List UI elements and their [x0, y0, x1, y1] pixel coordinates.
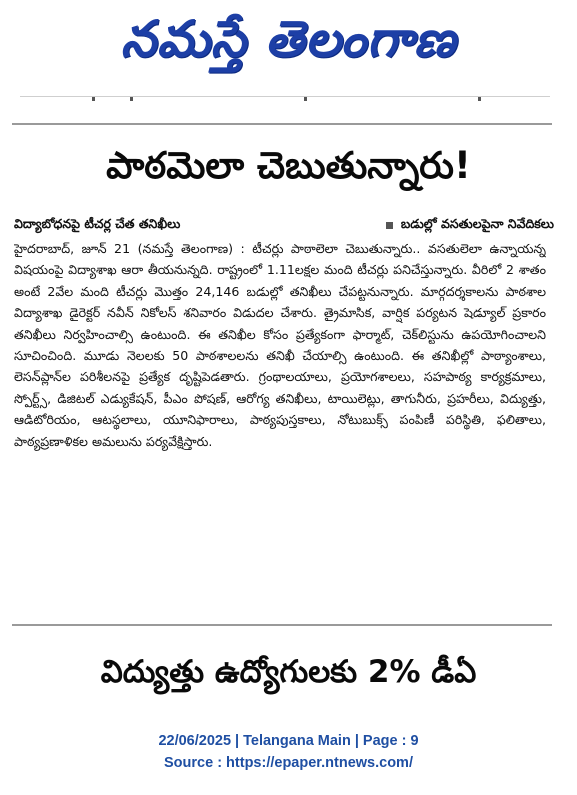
article-top-border — [12, 123, 552, 125]
article-body: హైదరాబాద్, జూన్ 21 (నమస్తే తెలంగాణ) : టీచర్లు పాఠాలెలా చెబుతున్నారు.. వసతులెలా ఉన్నాయన్న విషయంపై విద్యాశాఖ ఆరా తీయనున్నది. రాష్ట్రంలో 1.11లక్షల మంది టీచర్లు పనిచేస్తున్నారు. వీరిలో 2 శాతం అంటే 2వేల మంది టీచర్లు మొత్తం 24,146 బడుల్లో తనిఖీలు చేపట్టనున్నారు. మార్గదర్శకాలను పాఠశాల విద్యాశాఖ డైరెక్టర్ నవీన్ నికోలస్ శనివారం విడుదల చేశారు. త్రైమాసిక, వార్షిక పర్యటన షెడ్యూల్ ప్రకారం తనిఖీలు నిర్వహించాల్సి ఉంటుంది. ఈ తనిఖీల కోసం ప్రత్యేకంగా ఫార్మాట్, చెక్‌లిస్టును ఉపయోగించాలని సూచించింది. మూడు నెలలకు 50 పాఠశాలలను తనిఖీ చేయాల్సి ఉంటుంది. ఈ తనిఖీల్లో పాఠ్యాంశాలు, లెసన్‌ప్లాన్‌ల పరిశీలనపై ప్రత్యేక దృష్టిపెడతారు. గ్రంథాలయాలు, ప్రయోగశాలలు, సహపాఠ్య కార్యక్రమాలు, స్పోర్ట్స్, డిజిటల్ ఎడ్యుకేషన్, పీఎం పోషణ్, ఆరోగ్య తనిఖీలు, టాయిలెట్లు, తాగునీరు, ప్రహరీలు, విద్యుత్తు, ఆడిటోరియం, ఆటస్థలాలు, యూనిఫారాలు, పాఠ్యపుస్తకాలు, నోటుబుక్స్ పంపిణీ పరిస్థితి, ఫలితాలు, పాఠ్యప్రణాళికల అమలును పర్యవేక్షిస్తారు. — [14, 241, 546, 449]
subheading-teacher-inspections: విద్యాబోధనపై టీచర్ల చేత తనిఖీలు — [14, 215, 181, 231]
article-bottom-border — [12, 624, 552, 626]
second-article-headline: విద్యుత్తు ఉద్యోగులకు 2% డీఏ — [100, 654, 477, 690]
article-headline: పాఠమెలా చెబుతున్నారు! — [106, 144, 471, 187]
subheading-school-facilities: బడుల్లో వసతులపైనా నివేదికలు — [400, 215, 554, 231]
source-footer — [0, 730, 577, 774]
source-url: Source : https://epaper.ntnews.com/ — [164, 755, 413, 771]
masthead-dots — [92, 97, 492, 103]
article-subheadings — [14, 212, 554, 238]
masthead-logo: నమస్తే తెలంగాణ — [120, 9, 457, 68]
publication-date-page: 22/06/2025 | Telangana Main | Page : 9 — [158, 733, 419, 749]
subheading-bullet — [386, 222, 393, 229]
